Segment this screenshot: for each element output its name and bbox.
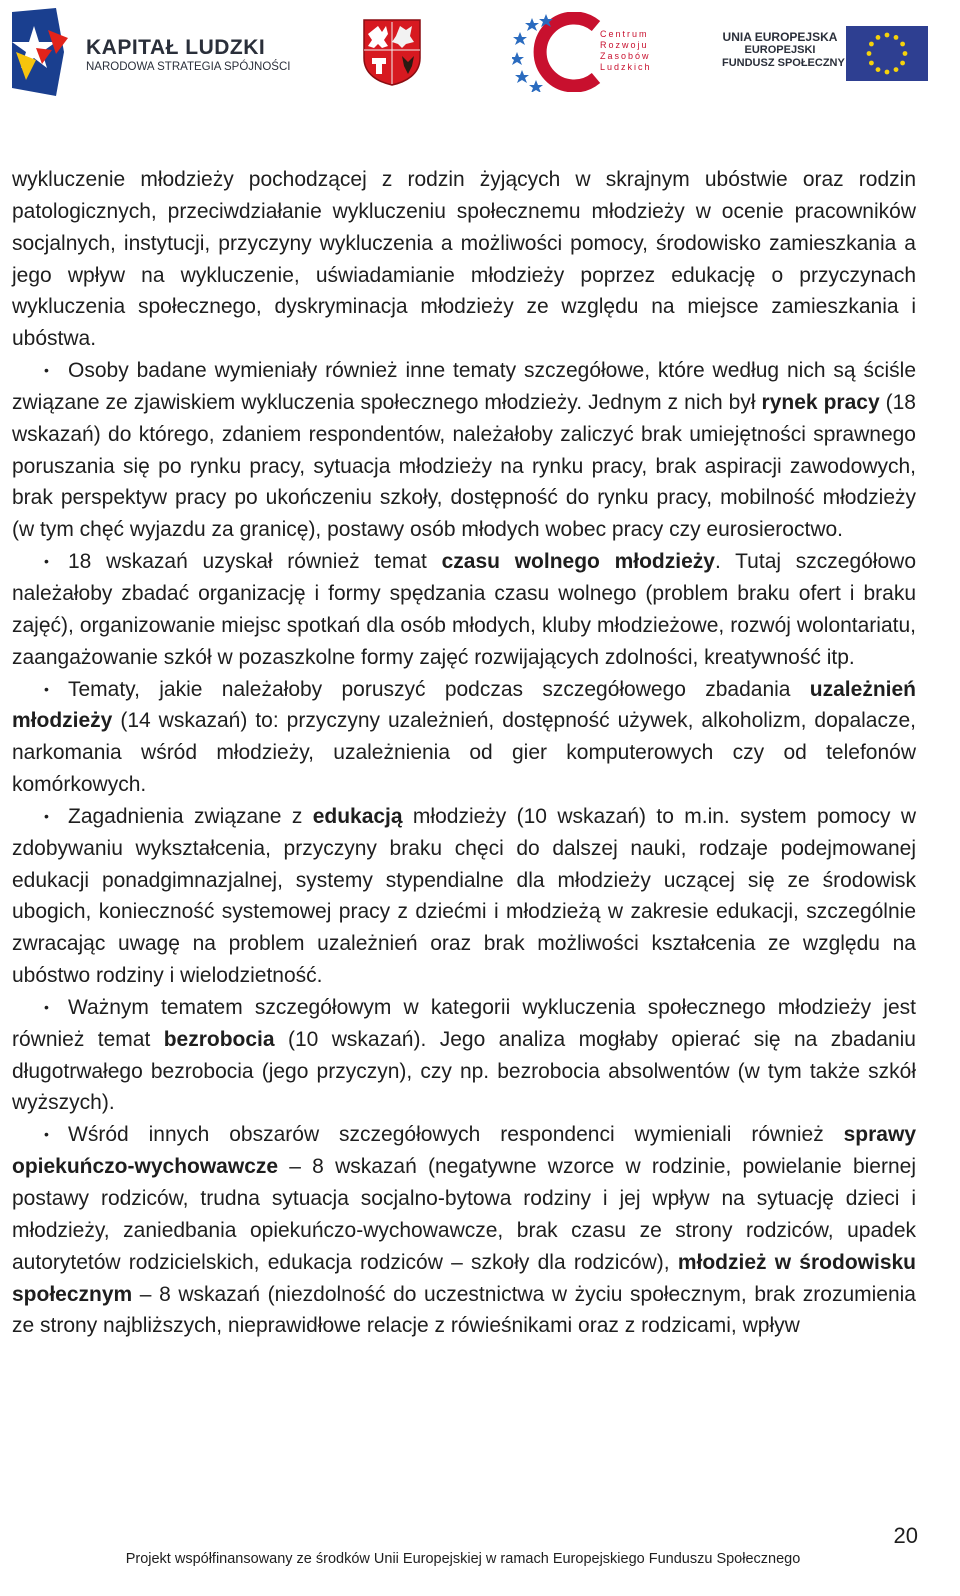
paragraph-text: Tematy, jakie należałoby poruszyć podczas szczegółowego zbadania	[68, 677, 810, 701]
kapital-ludzki-subtitle: NARODOWA STRATEGIA SPÓJNOŚCI	[86, 61, 291, 73]
eu-text	[722, 30, 845, 70]
paragraph-text: Osoby badane wymieniały również inne tematy szczegółowe, które według nich są ściśle związane ze zjawiskiem wykluczenia społecznego młodzieży. Jednym z nich był	[12, 359, 916, 414]
bullet-paragraph-other-areas	[12, 1119, 916, 1342]
kapital-ludzki-star-icon	[12, 8, 72, 98]
crzl-text	[600, 29, 652, 73]
crzl-logo	[512, 12, 662, 92]
paragraph-intro: wykluczenie młodzieży pochodzącej z rodzin żyjących w skrajnym ubóstwie oraz rodzin patologicznych, przeciwdziałanie wykluczeniu społecznemu młodzieży w ocenie pracowników socjalnych, instytucji, przyczyny wykluczenia a możliwości pomocy, środowisko zamieszkania a jego wpływ na wykluczenie, uświadamianie młodzieży poprzez edukację o przyczynach wykluczenia społecznego, dyskryminacja młodzieży ze względu na miejsce zamieszkania i ubóstwa.	[12, 168, 916, 351]
regional-coat-of-arms-icon	[362, 18, 422, 86]
eu-logo	[722, 22, 930, 82]
crzl-stars-c-icon	[512, 12, 602, 92]
eu-line-1: UNIA EUROPEJSKA	[722, 30, 838, 44]
kapital-ludzki-text	[86, 36, 290, 74]
bullet-icon: •	[44, 362, 49, 379]
header-logos	[0, 0, 960, 110]
bullet-paragraph-free-time	[12, 546, 916, 673]
crzl-line-3: Zasobów	[600, 51, 651, 61]
bullet-icon: •	[44, 807, 49, 824]
bold-term: uzależnień młodzieży	[12, 677, 916, 733]
kapital-ludzki-title: KAPITAŁ LUDZKI	[86, 36, 266, 59]
crzl-line-1: Centrum	[600, 29, 649, 39]
paragraph-text: Wśród innych obszarów szczegółowych respondenci wymieniali również	[68, 1123, 844, 1147]
crzl-line-4: Ludzkich	[600, 62, 652, 72]
bold-term: rynek pracy	[761, 390, 880, 414]
kapital-ludzki-logo	[12, 8, 291, 98]
paragraph-text: młodzieży (10 wskazań) to m.in. system pomocy w zdobywaniu wykształcenia, przyczyny braku chęci do dalszej nauki, rodzaje podejmowanej edukacji ponadgimnazjalnej, systemy stypendialne dla młodzieży uczącej się ze środowisk ubogich, konieczność systemowej pracy z dziećmi i młodzieżą w zakresie edukacji, szczególnie zwracając uwagę na problem uzależnień oraz brak możliwości kształcenia ze względu na ubóstwo rodziny i wielodzietność.	[12, 804, 916, 988]
bullet-icon: •	[44, 553, 49, 570]
eu-line-2: EUROPEJSKI	[744, 44, 816, 56]
bullet-paragraph-addictions	[12, 674, 916, 801]
bold-term: bezrobocia	[163, 1027, 275, 1051]
crzl-line-2: Rozwoju	[600, 40, 649, 50]
bullet-icon: •	[44, 1126, 49, 1143]
bold-term: edukacją	[312, 804, 403, 828]
eu-flag-icon	[846, 26, 928, 81]
paragraph-text: – 8 wskazań (negatywne wzorce w rodzinie, powielanie biernej postawy rodziców, trudna sytuacja socjalno-bytowa rodziny i jej wpływ na sytuację dzieci i młodzieży, zaniedbania opiekuńczo-wychowawcze, brak czasu ze strony rodziców, upadek autorytetów rodzicielskich, edukacja rodziców – szkoły dla rodziców),	[12, 1155, 916, 1274]
paragraph-text: 18 wskazań uzyskał również temat	[68, 550, 442, 574]
bullet-paragraph-labor-market	[12, 355, 916, 546]
paragraph-text: Ważnym tematem szczegółowym w kategorii wykluczenia społecznego młodzieży jest również temat	[12, 995, 916, 1051]
paragraph-text: . Tutaj szczegółowo należałoby zbadać organizację i formy spędzania czasu wolnego (problem braku ofert i braku zajęć), organizowanie miejsc spotkań dla osób młodych, kluby młodzieżowe, rozwój wolontariatu, zaangażowanie szkół w pozaszkolne formy zajęć rozwijających zdolności, kreatywność itp.	[12, 550, 916, 669]
paragraph-text: (18 wskazań) do którego, zdaniem respondentów, należałoby zaliczyć brak umiejętności sprawnego poruszania się po rynku pracy, sytuacja młodzieży na rynku pracy, brak aspiracji zawodowych, brak perspektyw pracy po ukończeniu szkoły, dostępność do rynku pracy, mobilność młodzieży (w tym chęć wyjazdu za granicę), postawy osób młodych wobec pracy czy eurosieroctwo.	[12, 390, 916, 542]
page-number: 20	[893, 1523, 918, 1548]
paragraph-text: (10 wskazań). Jego analiza mogłaby opierać się na zbadaniu długotrwałego bezrobocia (jego przyczyn), czy np. bezrobocia absolwentów (w tym także szkół wyższych).	[12, 1027, 916, 1115]
document-body	[12, 164, 916, 1342]
bullet-paragraph-unemployment	[12, 992, 916, 1119]
paragraph-text: – 8 wskazań (niezdolność do uczestnictwa w życiu społecznym, brak zrozumienia ze strony najbliższych, nieprawidłowe relacje z rówieśnikami oraz z rodzicami, wpływ	[12, 1282, 916, 1338]
footer-cofinancing-note: Projekt współfinansowany ze środków Unii Europejskiej w ramach Europejskiego Funduszu Społecznego	[125, 1551, 801, 1567]
bullet-icon: •	[44, 998, 49, 1015]
paragraph-text: (14 wskazań) to: przyczyny uzależnień, dostępność używek, alkoholizm, dopalacze, narkomania wśród młodzieży, uzależnienia od gier komputerowych czy od telefonów komórkowych.	[12, 709, 916, 797]
paragraph-text: Zagadnienia związane z	[68, 804, 313, 828]
bold-term: sprawy opiekuńczo-wychowawcze	[12, 1123, 916, 1179]
bold-term: czasu wolnego młodzieży	[441, 550, 715, 574]
bullet-paragraph-education	[12, 801, 916, 992]
eu-line-3: FUNDUSZ SPOŁECZNY	[722, 57, 845, 69]
bold-term: młodzież w środowisku społecznym	[12, 1250, 916, 1306]
bullet-icon: •	[44, 680, 49, 697]
